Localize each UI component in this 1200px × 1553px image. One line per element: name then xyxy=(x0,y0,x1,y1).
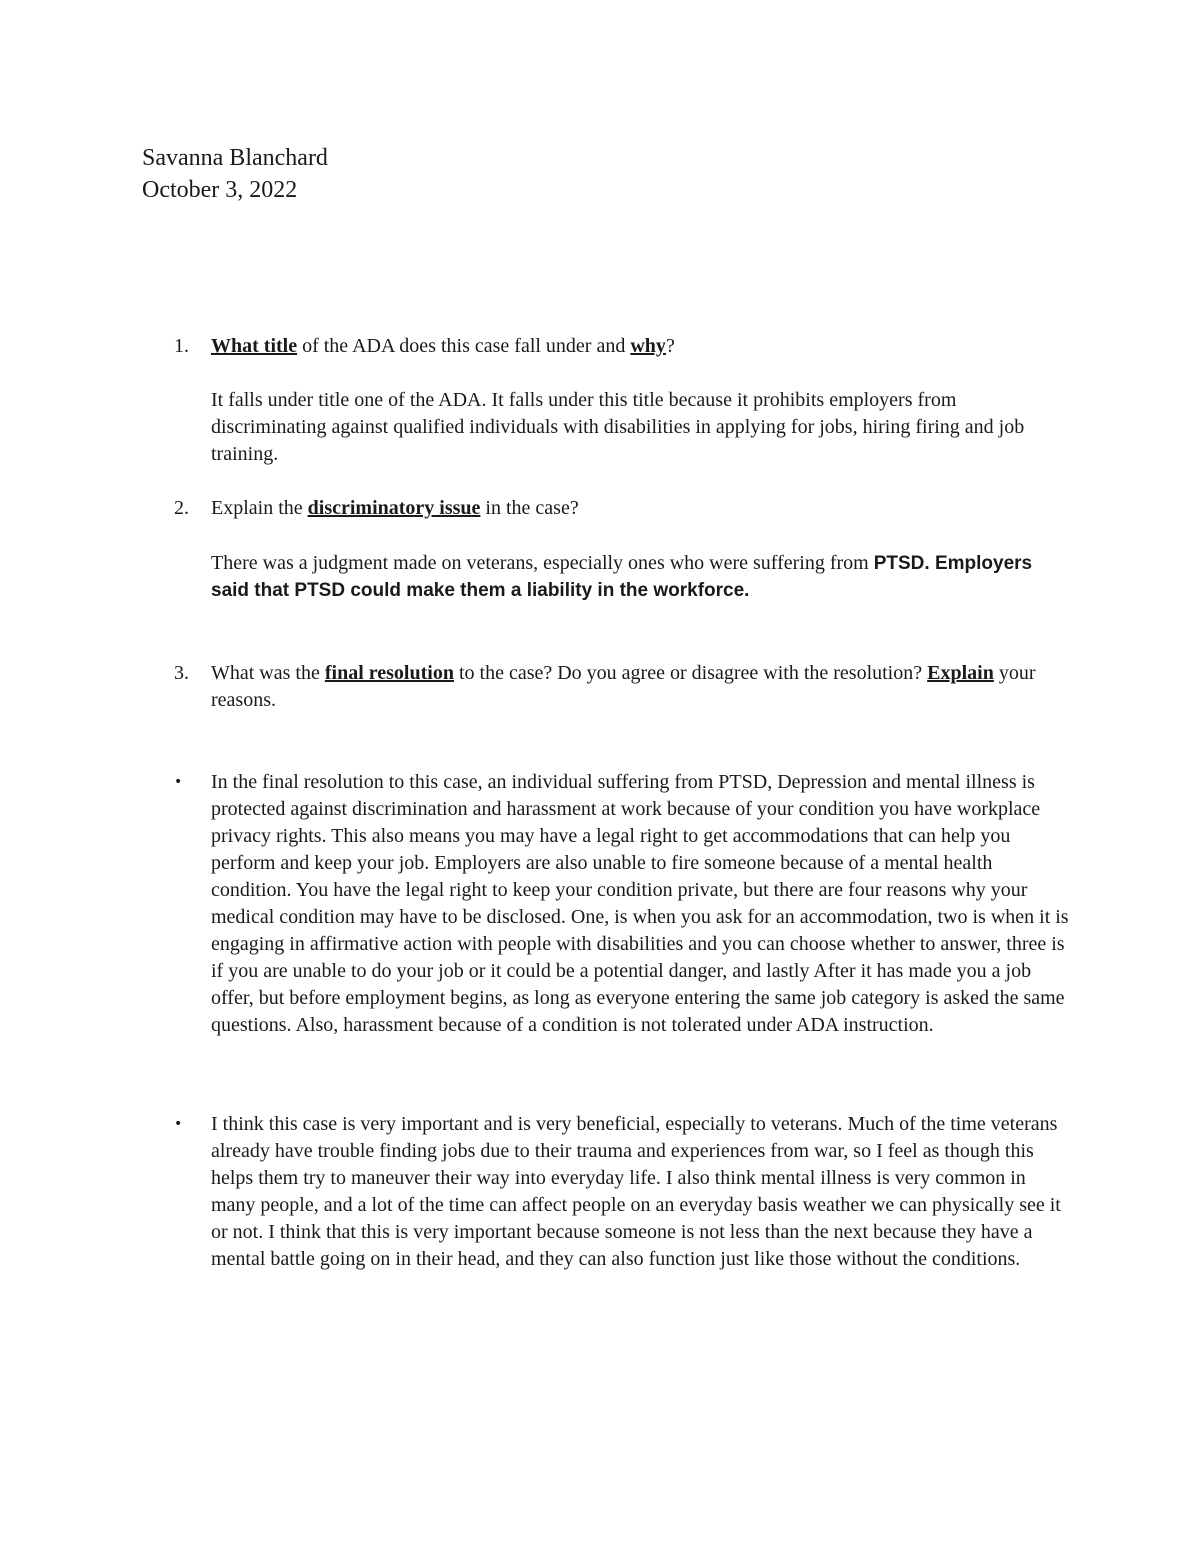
emphasis-what-title: What title xyxy=(211,335,298,357)
question-number: 1. xyxy=(174,335,189,357)
emphasis-explain: Explain xyxy=(927,662,994,684)
answer-2: There was a judgment made on veterans, especially ones who were suffering from PTSD. Employers said that PTSD could make them a liability in the workforce. xyxy=(211,552,1033,601)
question-text: What title of the ADA does this case fall under and why? xyxy=(211,335,675,357)
question-text: Explain the discriminatory issue in the case? xyxy=(211,497,579,519)
bullet-icon: • xyxy=(174,774,183,790)
bullet-text: In the final resolution to this case, an individual suffering from PTSD, Depression and mental illness is protected against discrimination and harassment at work because of your condition you have workplace privacy rights. This also means you may have a legal right to get accommodations that can help you perform and keep your job. Employers are also unable to fire someone because of a mental health condition. You have the legal right to keep your condition private, but there are four reasons why your medical condition may have to be disclosed. One, is when you ask for an accommodation, two is when it is engaging in affirmative action with people with disabilities and you can choose whether to answer, three is if you are unable to do your job or it could be a potential danger, and lastly After it has made you a job offer, but before employment begins, as long as everyone entering the same job category is asked the same questions. Also, harassment because of a condition is not tolerated under ADA instruction. xyxy=(211,771,1069,1036)
document-date: October 3, 2022 xyxy=(142,177,298,203)
emphasis-why: why xyxy=(630,335,666,357)
question-number: 2. xyxy=(174,497,189,519)
bullet-text: I think this case is very important and is very beneficial, especially to veterans. Much of the time veterans already have trouble finding jobs due to their trauma and experiences from war, so I feel as though this helps them try to maneuver their way into everyday life. I also think mental illness is very common in many people, and a lot of the time can affect people on an everyday basis weather we can physically see it or not. I think that this is very important because someone is not less than the next because they have a mental battle going on in their head, and they can also function just like those without the conditions. xyxy=(211,1113,1061,1270)
answer-2-bold: PTSD. Employers said that PTSD could make them a liability in the workforce. xyxy=(211,553,1033,601)
emphasis-final-resolution: final resolution xyxy=(324,662,454,684)
author-name: Savanna Blanchard xyxy=(142,145,328,171)
answer-1: It falls under title one of the ADA. It falls under this title because it prohibits employers from discriminating against qualified individuals with disabilities in applying for jobs, hiring firing and job training. xyxy=(211,389,1025,465)
question-number: 3. xyxy=(174,662,189,684)
emphasis-discriminatory-issue: discriminatory issue xyxy=(307,497,481,519)
bullet-icon: • xyxy=(174,1116,183,1132)
question-text: What was the final resolution to the case? Do you agree or disagree with the resolution? Explain your reasons. xyxy=(211,662,1036,711)
